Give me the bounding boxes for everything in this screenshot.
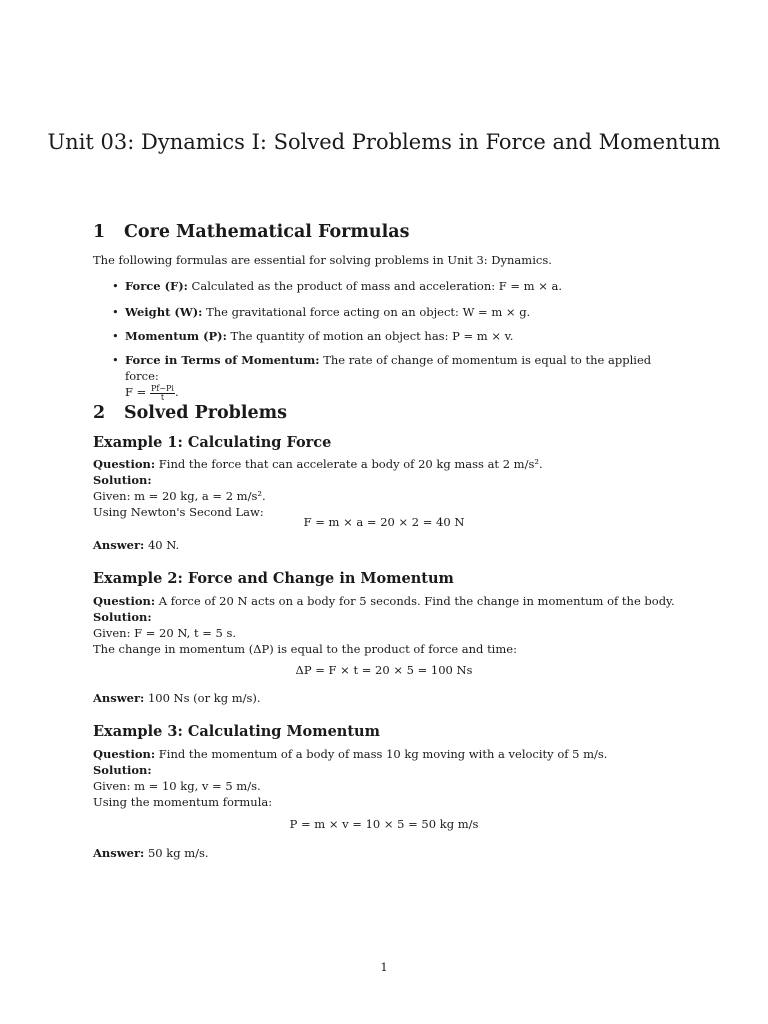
page-number: 1 [380,960,388,974]
formula-text: The rate of change of momentum is equal to the applied force: [125,353,652,383]
section-number: 1 [93,222,106,242]
answer-label: Answer: [93,846,145,860]
section-heading-1 [93,222,409,242]
bullet-icon: • [112,353,119,367]
formula-item-force-momentum [112,352,687,402]
example-1-equation: F = m × a = 20 × 2 = 40 N [303,515,465,529]
formula-term: Momentum (P): [125,329,227,343]
answer-text: 40 N. [147,538,180,552]
given-text: Given: m = 10 kg, v = 5 m/s. [93,779,261,793]
formula-term: Force in Terms of Momentum: [125,353,320,367]
question-label: Question: [93,594,156,608]
example-1-heading: Example 1: Calculating Force [93,434,332,451]
section-title: Core Mathematical Formulas [124,222,410,242]
example-2-heading: Example 2: Force and Change in Momentum [93,570,454,587]
question-text: Find the momentum of a body of mass 10 kg moving with a velocity of 5 m/s. [158,747,608,761]
method-text: The change in momentum (ΔP) is equal to the product of force and time: [93,642,517,656]
example-2-answer [93,690,683,706]
example-2-equation: ΔP = F × t = 20 × 5 = 100 Ns [295,663,473,677]
page-title: Unit 03: Dynamics I: Solved Problems in Force and Momentum [47,130,721,154]
example-2-body [93,593,683,657]
bullet-icon: • [112,329,119,343]
example-3-body [93,746,683,810]
formula-term: Weight (W): [125,305,203,319]
method-text: Using the momentum formula: [93,795,273,809]
fraction-denominator: t [160,393,165,402]
section-heading-2 [93,403,287,423]
fraction-numerator: Pf−Pi [150,384,174,393]
example-3-answer [93,845,683,861]
bullet-icon: • [112,305,119,319]
formula-item-momentum [112,328,687,344]
formula-term: Force (F): [125,279,188,293]
fraction [150,385,175,402]
formula-text: The quantity of motion an object has: P = m × v. [230,329,514,343]
answer-text: 100 Ns (or kg m/s). [147,691,261,705]
example-1-answer [93,537,683,553]
answer-label: Answer: [93,691,145,705]
question-label: Question: [93,457,156,471]
section-title: Solved Problems [124,403,288,423]
formula-lhs: F = [125,385,147,399]
answer-label: Answer: [93,538,145,552]
question-text: A force of 20 N acts on a body for 5 seconds. Find the change in momentum of the body. [158,594,675,608]
solution-label: Solution: [93,763,152,777]
method-text: Using Newton's Second Law: [93,505,264,519]
formula-end: . [174,385,179,399]
bullet-icon: • [112,279,119,293]
question-text: Find the force that can accelerate a body of 20 kg mass at 2 m/s². [158,457,543,471]
example-1-body [93,456,683,520]
answer-text: 50 kg m/s. [147,846,209,860]
solution-label: Solution: [93,473,152,487]
example-3-heading: Example 3: Calculating Momentum [93,723,380,740]
formulas-intro: The following formulas are essential for solving problems in Unit 3: Dynamics. [93,253,552,267]
question-label: Question: [93,747,156,761]
formula-item-weight [112,304,687,320]
solution-label: Solution: [93,610,152,624]
given-text: Given: F = 20 N, t = 5 s. [93,626,237,640]
formula-text: The gravitational force acting on an object: W = m × g. [206,305,531,319]
formula-text: Calculated as the product of mass and acceleration: F = m × a. [191,279,563,293]
example-3-equation: P = m × v = 10 × 5 = 50 kg m/s [289,817,479,831]
given-text: Given: m = 20 kg, a = 2 m/s². [93,489,266,503]
section-number: 2 [93,403,106,423]
formula-item-force [112,278,687,294]
